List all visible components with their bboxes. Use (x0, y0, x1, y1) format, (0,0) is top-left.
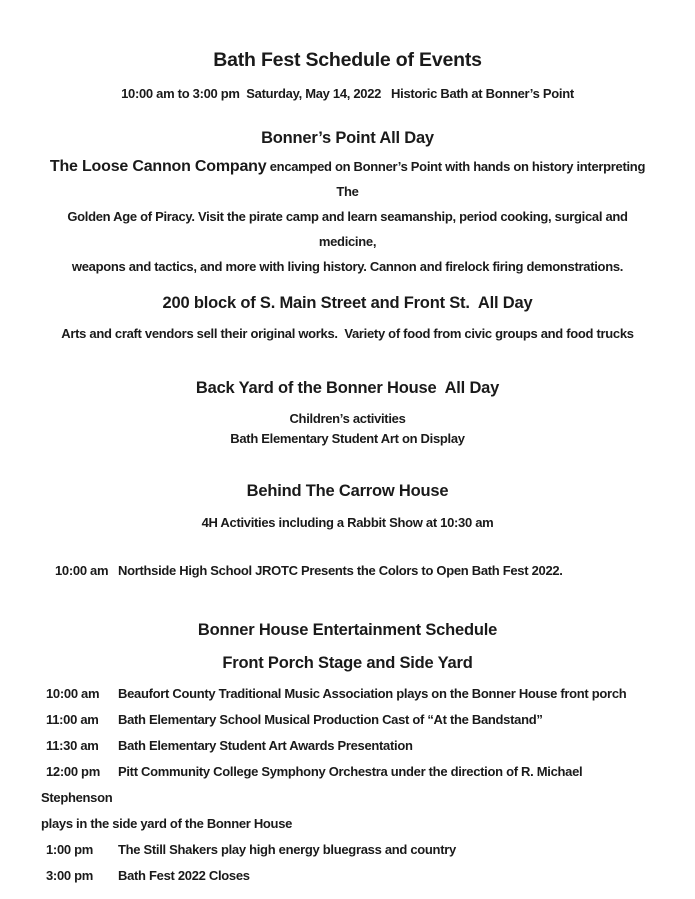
event-text: Bath Elementary Student Art Awards Presentation (118, 738, 413, 753)
entertainment-heading: Bonner House Entertainment Schedule (197, 621, 498, 639)
back-yard-heading: Back Yard of the Bonner House All Day (195, 379, 500, 397)
event-text: Bath Elementary School Musical Production Cast of “At the Bandstand” (118, 712, 543, 727)
section-main-street (41, 293, 654, 342)
event-text: Bath Fest 2022 Closes (118, 868, 250, 883)
entertainment-schedule-list (41, 681, 654, 889)
loose-cannon-lead: The Loose Cannon Company (49, 158, 267, 175)
opening-ceremony-row (41, 562, 654, 579)
schedule-row (41, 759, 654, 837)
schedule-row (41, 707, 654, 733)
schedule-row (41, 681, 654, 707)
section-carrow-house (41, 481, 654, 531)
back-yard-line1: Children’s activities (289, 411, 406, 426)
schedule-row (41, 837, 654, 863)
opening-ceremony-time: 10:00 am (55, 563, 109, 578)
event-time: 11:00 am (46, 712, 99, 727)
event-time: 1:00 pm (46, 842, 94, 857)
schedule-row (41, 733, 654, 759)
event-text: Beaufort County Traditional Music Association plays on the Bonner House front porch (118, 686, 627, 701)
bonners-point-description (41, 154, 654, 279)
event-text: Pitt Community College Symphony Orchestra under the direction of R. Michael Stephenson (41, 764, 583, 805)
carrow-house-description: 4H Activities including a Rabbit Show at 10:30 am (201, 515, 494, 530)
schedule-row (41, 863, 654, 889)
bonners-point-line2: Golden Age of Piracy. Visit the pirate camp and learn seamanship, period cooking, surgical and medicine, (67, 209, 628, 249)
back-yard-line2: Bath Elementary Student Art on Display (230, 430, 465, 446)
main-street-description: Arts and craft vendors sell their original works. Variety of food from civic groups and food trucks (61, 326, 634, 341)
main-street-heading: 200 block of S. Main Street and Front St. All Day (162, 294, 533, 312)
section-bonners-point (41, 128, 654, 279)
page-subtitle: 10:00 am to 3:00 pm Saturday, May 14, 2022 Historic Bath at Bonner’s Point (121, 86, 574, 101)
event-time: 3:00 pm (46, 868, 94, 883)
page-title: Bath Fest Schedule of Events (213, 49, 482, 71)
section-back-yard (41, 378, 654, 448)
event-time: 11:30 am (46, 738, 99, 753)
bonners-point-line1: encamped on Bonner’s Point with hands on history interpreting The (266, 159, 646, 199)
carrow-house-heading: Behind The Carrow House (246, 482, 449, 500)
entertainment-subheading: Front Porch Stage and Side Yard (222, 654, 473, 672)
bonners-point-line3: weapons and tactics, and more with living history. Cannon and firelock firing demonstrations. (71, 259, 624, 274)
section-entertainment (41, 620, 654, 889)
bonners-point-heading: Bonner’s Point All Day (261, 129, 434, 147)
event-text-continuation: plays in the side yard of the Bonner House (41, 816, 293, 831)
event-text: The Still Shakers play high energy bluegrass and country (118, 842, 456, 857)
opening-ceremony-text: Northside High School JROTC Presents the Colors to Open Bath Fest 2022. (118, 563, 563, 578)
event-time: 10:00 am (46, 686, 100, 701)
event-time: 12:00 pm (46, 764, 100, 779)
